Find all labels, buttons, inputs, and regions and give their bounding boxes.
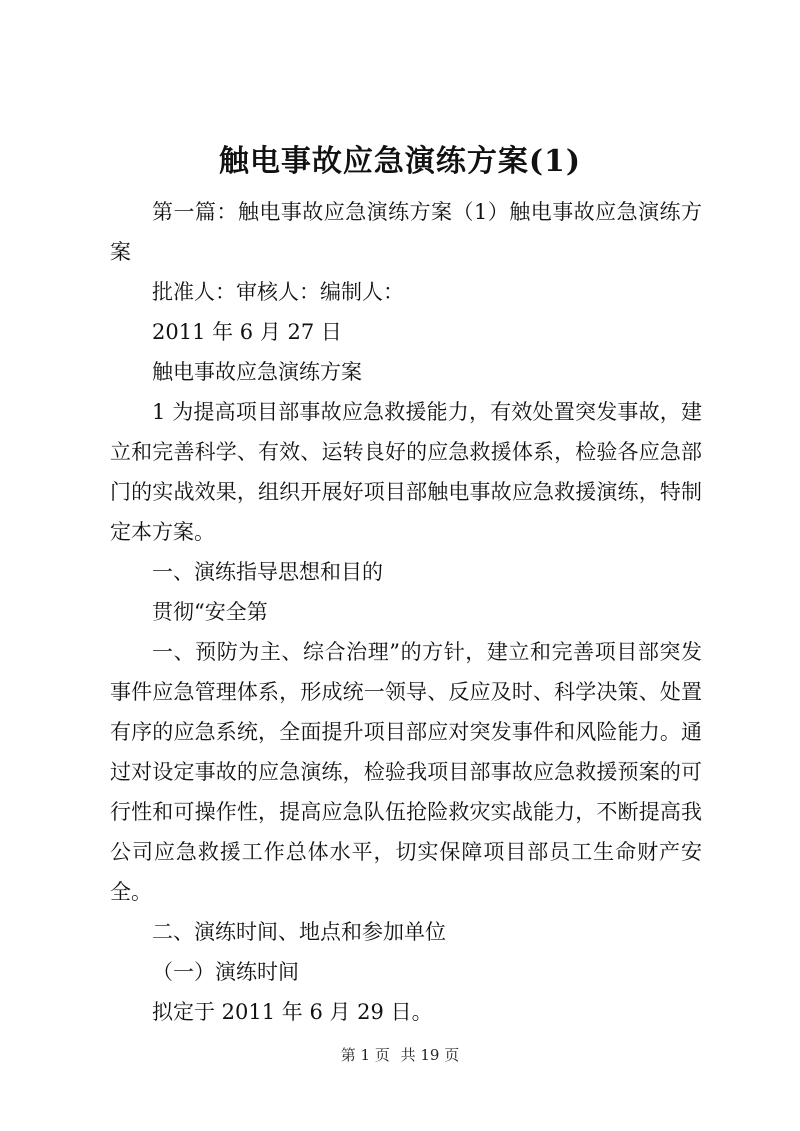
- page-total: 共 19 页: [400, 1046, 460, 1064]
- paragraph-policy: 一、预防为主、综合治理”的方针，建立和完善项目部突发事件应急管理体系，形成统一领导、反应及时、科学决策、处置有序的应急系统，全面提升项目部应对突发事件和风险能力。通过对设定事故的应急演练，检验我项目部事故应急救援预案的可行性和可操作性，提高应急队伍抢险救灾实战能力，不断提高我公司应急救援工作总体水平，切实保障项目部员工生命财产安全。: [110, 640, 702, 904]
- section-heading-time-place: 二、演练时间、地点和参加单位: [152, 920, 446, 944]
- subsection-heading-drill-time: （一）演练时间: [152, 960, 299, 984]
- paragraph-date: 2011 年 6 月 27 日: [152, 320, 342, 344]
- page-number: 第 1 页: [340, 1046, 390, 1064]
- document-title: 触电事故应急演练方案(1): [218, 144, 582, 179]
- paragraph-purpose: 1 为提高项目部事故应急救援能力，有效处置突发事故，建立和完善科学、有效、运转良好的应急救援体系，检验各应急部门的实战效果，组织开展好项目部触电事故应急救援演练，特制定本方案。: [110, 400, 702, 544]
- section-heading-guiding-thought: 一、演练指导思想和目的: [152, 560, 383, 584]
- document-body: [110, 192, 702, 1032]
- paragraph-drill-date: 拟定于 2011 年 6 月 29 日。: [152, 1000, 433, 1024]
- paragraph-subtitle: 触电事故应急演练方案: [152, 360, 362, 384]
- page-footer: [0, 1045, 800, 1065]
- paragraph-implement: 贯彻“安全第: [152, 600, 268, 624]
- paragraph-first-section: 第一篇：触电事故应急演练方案（1）触电事故应急演练方案: [110, 200, 702, 264]
- paragraph-approvers: 批准人：审核人：编制人：: [152, 280, 404, 304]
